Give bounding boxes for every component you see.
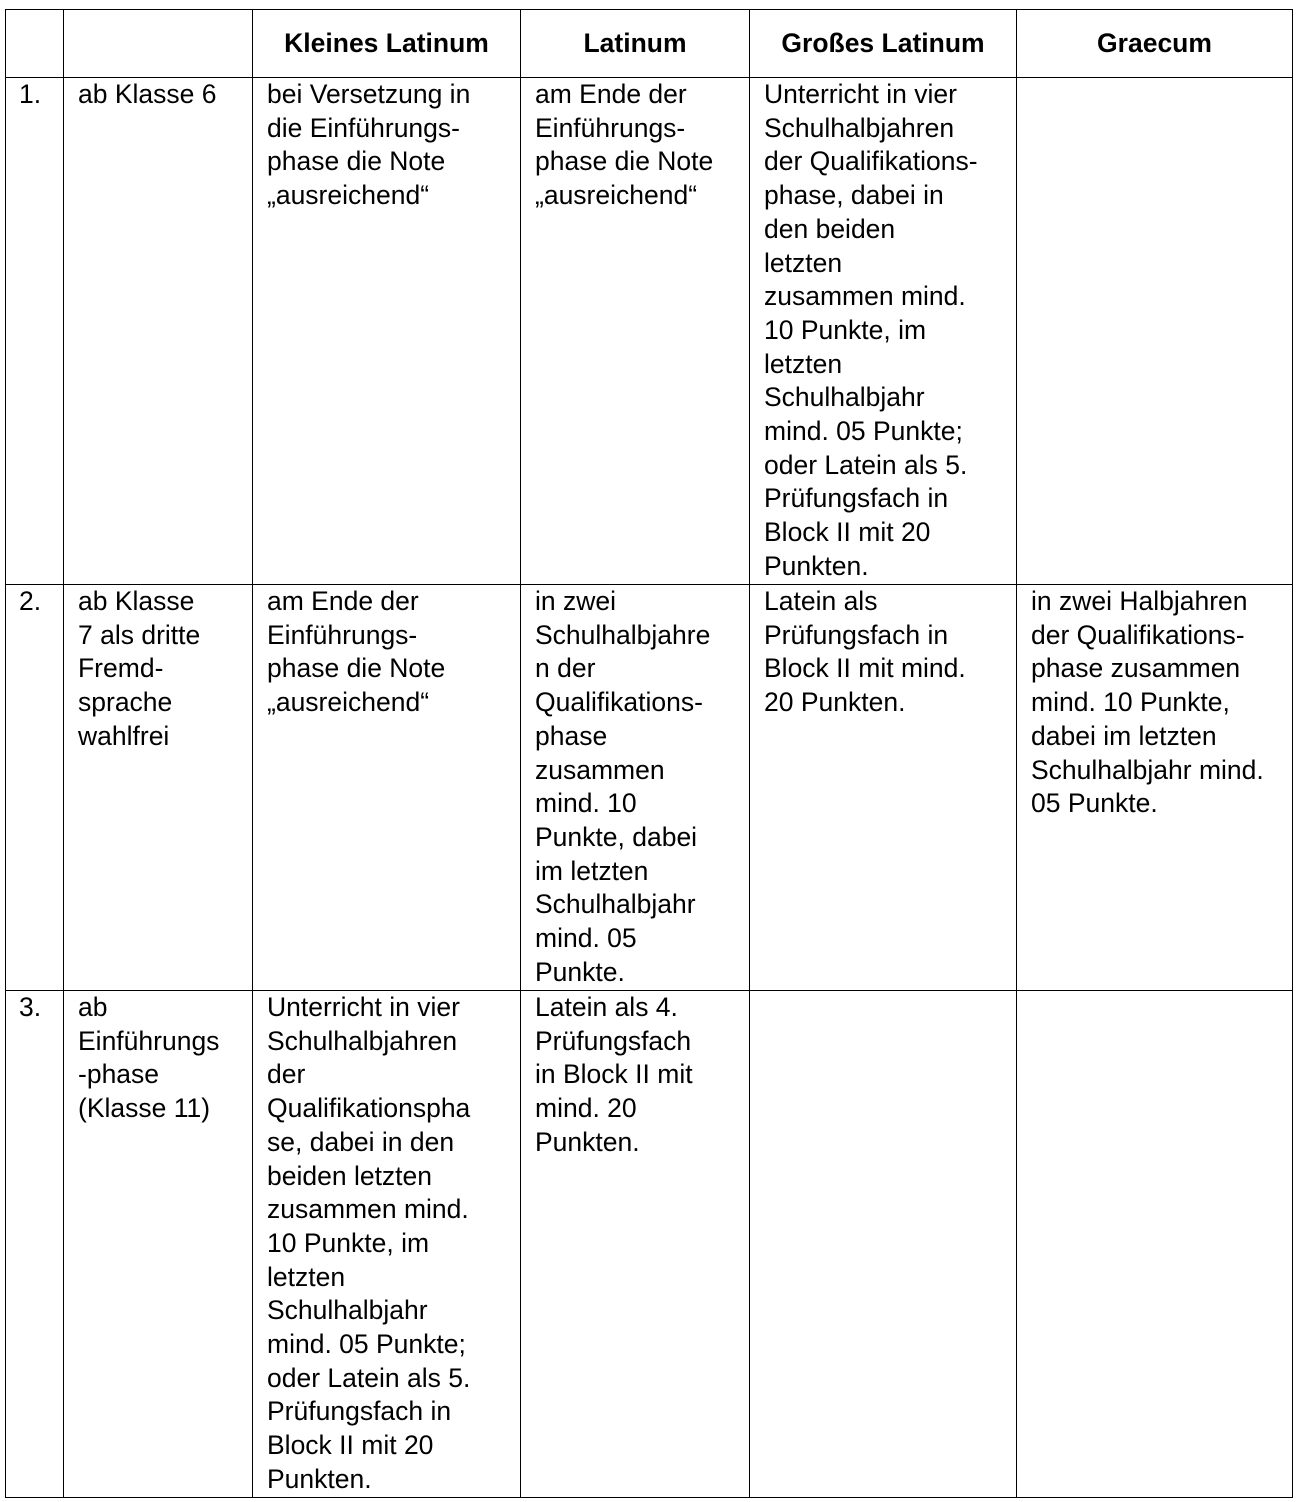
kleines-latinum-cell: am Ende der Einführungs- phase die Note „ausreichend“ [253, 585, 521, 991]
kleines-latinum-cell: Unterricht in vier Schulhalbjahren der Qualifikationspha se, dabei in den beiden letzten zusammen mind. 10 Punkte, im letzten Schulhalbjahr mind. 05 Punkte; oder Latein als 5. Prüfungsfach in Block II mit 20 Punkten. [253, 991, 521, 1498]
header-cell-start [64, 10, 253, 78]
grosses-latinum-cell: Unterricht in vier Schulhalbjahren der Qualifikations- phase, dabei in den beiden letzten zusammen mind. 10 Punkte, im letzten Schulhalbjahr mind. 05 Punkte; oder Latein als 5. Prüfungsfach in Block II mit 20 Punkten. [750, 78, 1017, 585]
table-row [6, 991, 1293, 1498]
header-cell-grosses-latinum: Großes Latinum [750, 10, 1017, 78]
row-number: 3. [6, 991, 64, 1498]
table-row [6, 78, 1293, 585]
header-cell-latinum: Latinum [521, 10, 750, 78]
row-number: 2. [6, 585, 64, 991]
latinum-cell: Latein als 4. Prüfungsfach in Block II mit mind. 20 Punkten. [521, 991, 750, 1498]
header-cell-graecum: Graecum [1017, 10, 1293, 78]
graecum-cell [1017, 991, 1293, 1498]
start-cell: ab Klasse 7 als dritte Fremd- sprache wahlfrei [64, 585, 253, 991]
table-row [6, 585, 1293, 991]
header-cell-number [6, 10, 64, 78]
graecum-cell [1017, 78, 1293, 585]
header-row [6, 10, 1293, 78]
header-cell-kleines-latinum: Kleines Latinum [253, 10, 521, 78]
graecum-cell: in zwei Halbjahren der Qualifikations- phase zusammen mind. 10 Punkte, dabei im letzten Schulhalbjahr mind. 05 Punkte. [1017, 585, 1293, 991]
latinum-cell: am Ende der Einführungs- phase die Note „ausreichend“ [521, 78, 750, 585]
start-cell: ab Einführungs -phase (Klasse 11) [64, 991, 253, 1498]
latinum-cell: in zwei Schulhalbjahre n der Qualifikations- phase zusammen mind. 10 Punkte, dabei im letzten Schulhalbjahr mind. 05 Punkte. [521, 585, 750, 991]
kleines-latinum-cell: bei Versetzung in die Einführungs- phase die Note „ausreichend“ [253, 78, 521, 585]
start-cell: ab Klasse 6 [64, 78, 253, 585]
row-number: 1. [6, 78, 64, 585]
latinum-requirements-table [5, 9, 1293, 1498]
grosses-latinum-cell [750, 991, 1017, 1498]
grosses-latinum-cell: Latein als Prüfungsfach in Block II mit mind. 20 Punkten. [750, 585, 1017, 991]
